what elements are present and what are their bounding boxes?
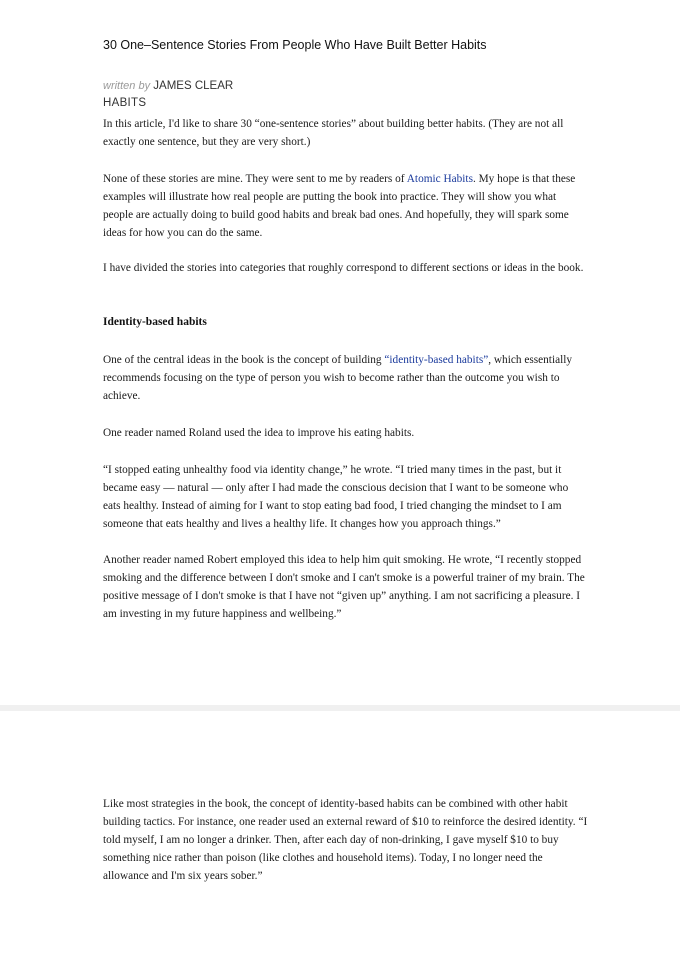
paragraph-robert: Another reader named Robert employed this idea to help him quit smoking. He wrote, “I recently stopped smoking and the difference between I don't smoke and I can't smoke is a powerful trainer of my brain. The positive message of I don't smoke is that I have not “given up” anything. I am not sacrificing a pleasure. I am investing in my future happiness and wellbeing.” <box>103 554 585 620</box>
section-heading-identity: Identity-based habits <box>103 316 207 328</box>
byline <box>103 80 233 92</box>
paragraph-stories-source <box>103 170 588 242</box>
atomic-habits-link[interactable]: Atomic Habits <box>406 173 473 185</box>
category-tag[interactable]: HABITS <box>103 97 147 109</box>
paragraph-roland: One reader named Roland used the idea to improve his eating habits. <box>103 427 415 439</box>
intro-paragraph: In this article, I'd like to share 30 “one-sentence stories” about building better habits. (They are not all exactly one sentence, but they are very short.) <box>103 118 564 148</box>
paragraph-reward: Like most strategies in the book, the concept of identity-based habits can be combined with other habit building tactics. For instance, one reader used an external reward of $10 to reinforce the desired identity. “I told myself, I am no longer a drinker. Then, after each day of non-drinking, I gave myself $10 to buy something nice rather than poison (like clothes and household items). Today, I no longer need the allowance and I'm six years sober.” <box>103 798 588 882</box>
paragraph-text: None of these stories are mine. They were sent to me by readers of <box>103 173 407 185</box>
paragraph-identity-intro <box>103 351 588 405</box>
document-page-2 <box>0 711 680 955</box>
identity-based-habits-link[interactable]: “identity-based habits” <box>384 354 489 366</box>
quote-roland: “I stopped eating unhealthy food via identity change,” he wrote. “I tried many times in the past, but it became easy — natural — only after I had made the conscious decision that I want to be someone who eats healthy. Instead of aiming for I want to stop eating bad food, I tried changing the mindset to I am someone that eats healthy and lives a healthy life. It changes how you approach things.” <box>103 464 569 530</box>
paragraph-categories: I have divided the stories into categories that roughly correspond to different sections or ideas in the book. <box>103 262 584 274</box>
paragraph-text: , which essentially recommends focusing on the type of person you wish to become rather than the outcome you wish to achieve. <box>103 354 573 402</box>
paragraph-text: One of the central ideas in the book is the concept of building <box>103 354 385 366</box>
paragraph-text: . My hope is that these examples will illustrate how real people are putting the book into practice. They will show you what people are actually doing to build good habits and break bad ones. And hopefully, they will spark some ideas for how you can do the same. <box>103 173 576 239</box>
byline-prefix: written by <box>103 80 151 92</box>
article-title: 30 One–Sentence Stories From People Who Have Built Better Habits <box>103 38 487 52</box>
author-name[interactable]: JAMES CLEAR <box>153 80 234 92</box>
